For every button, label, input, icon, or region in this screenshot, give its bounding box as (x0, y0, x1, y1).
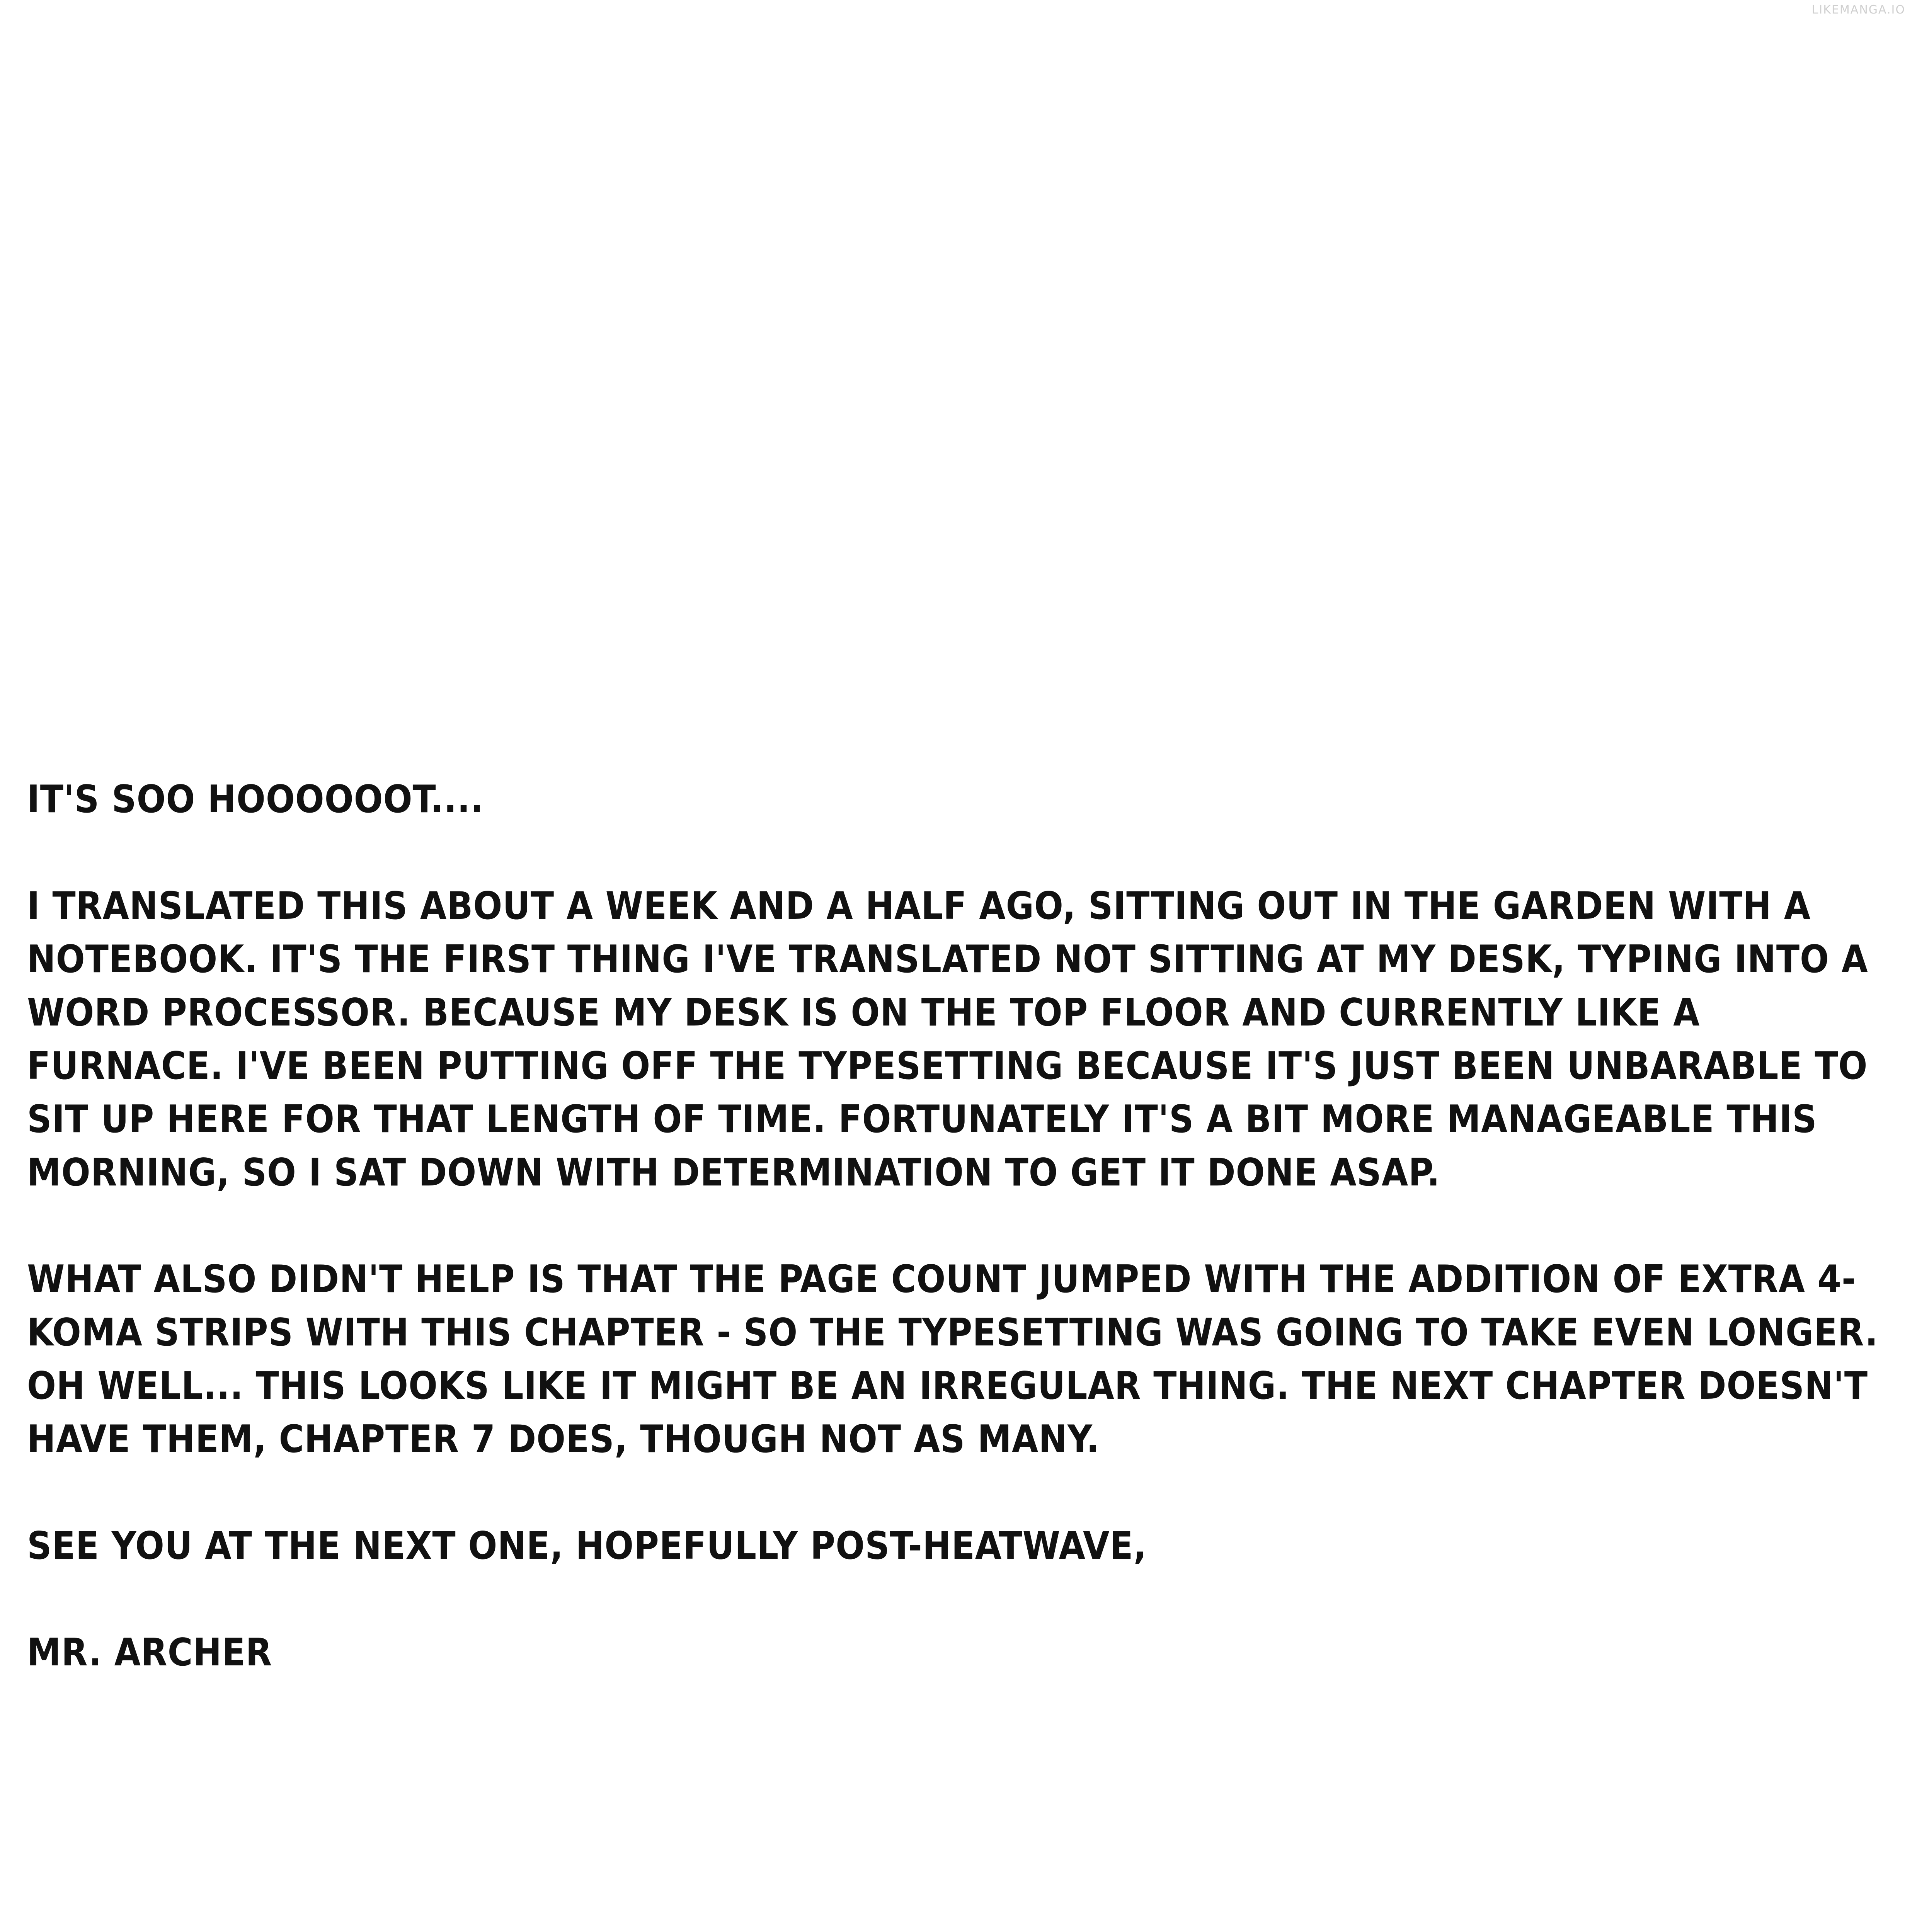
note-paragraph: WHAT ALSO DIDN'T HELP IS THAT THE PAGE COUNT JUMPED WITH THE ADDITION OF EXTRA 4-KOMA STRIPS WITH THIS CHAPTER - SO THE TYPESETTING WAS GOING TO TAKE EVEN LONGER. OH WELL... THIS LOOKS LIKE IT MIGHT BE AN IRREGULAR THING. THE NEXT CHAPTER DOESN'T HAVE THEM, CHAPTER 7 DOES, THOUGH NOT AS MANY. (27, 1257, 1878, 1461)
note-heading: IT'S SOO HOOOOOOT.... (27, 777, 484, 821)
note-signature: MR. ARCHER (27, 1631, 272, 1675)
note-closing: SEE YOU AT THE NEXT ONE, HOPEFULLY POST-HEATWAVE, (27, 1524, 1147, 1568)
site-watermark: LIKEMANGA.IO (1811, 3, 1905, 17)
note-paragraph: I TRANSLATED THIS ABOUT A WEEK AND A HALF AGO, SITTING OUT IN THE GARDEN WITH A NOTEBOOK. IT'S THE FIRST THING I'VE TRANSLATED NOT SITTING AT MY DESK, TYPING INTO A WORD PROCESSOR. BECAUSE MY DESK IS ON THE TOP FLOOR AND CURRENTLY LIKE A FURNACE. I'VE BEEN PUTTING OFF THE TYPESETTING BECAUSE IT'S JUST BEEN UNBARABLE TO SIT UP HERE FOR THAT LENGTH OF TIME. FORTUNATELY IT'S A BIT MORE MANAGEABLE THIS MORNING, SO I SAT DOWN WITH DETERMINATION TO GET IT DONE ASAP. (27, 884, 1868, 1195)
translator-note (27, 773, 1894, 1679)
